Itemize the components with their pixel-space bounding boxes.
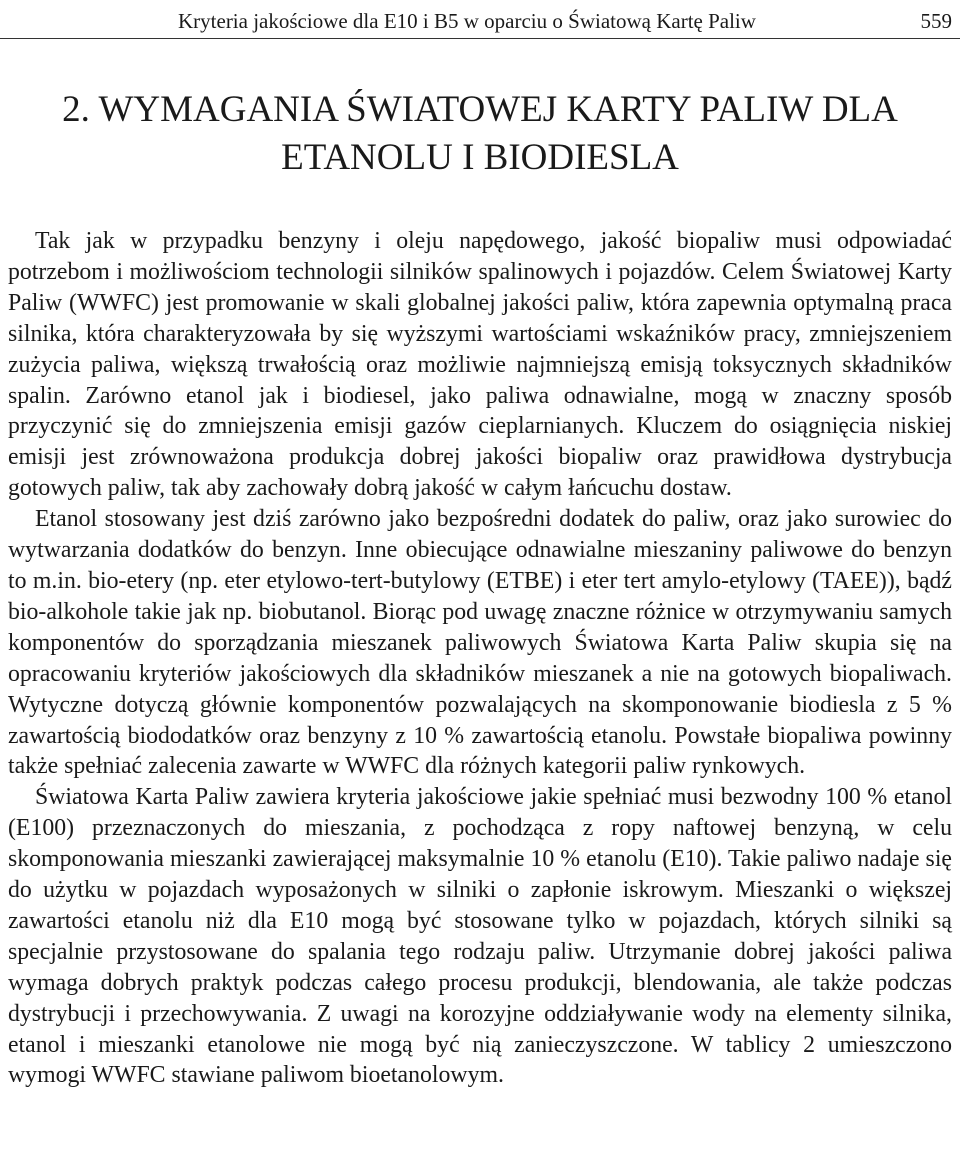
paragraph-3: Światowa Karta Paliw zawiera kryteria jakościowe jakie spełniać musi bezwodny 100 % etanol (E100) przeznaczonych do mieszania, z pochodząca z ropy naftowej benzyną, w celu skomponowania mieszanki zawierającej maksymalnie 10 % etanolu (E10). Takie paliwo nadaje się do użytku w pojazdach wyposażonych w silniki o zapłonie iskrowym. Mieszanki o większej zawartości etanolu niż dla E10 mogą być stosowane tylko w pojazdach, których silniki są specjalnie przystosowane do spalania tego rodzaju paliw. Utrzymanie dobrej jakości paliwa wymaga dobrych praktyk podczas całego procesu produkcji, blendowania, ale także podczas dystrybucji i przechowywania. Z uwagi na korozyjne oddziaływanie wody na elementy silnika, etanol i mieszanki etanolowe nie mogą być nią zanieczyszczone. W tablicy 2 umieszczono wymogi WWFC stawiane paliwom bioetanolowym. (8, 784, 952, 1089)
section-title: 2. WYMAGANIA ŚWIATOWEJ KARTY PALIW DLA ETANOLU I BIODIESLA (62, 89, 898, 178)
paragraph-2: Etanol stosowany jest dziś zarówno jako bezpośredni dodatek do paliw, oraz jako surowiec do wytwarzania dodatków do benzyn. Inne obiecujące odnawialne mieszaniny paliwowe do benzyn to m.in. bio-etery (np. eter etylowo-tert-butylowy (ETBE) i eter tert amylo-etylowy (TAEE)), bądź bio-alkohole takie jak np. biobutanol. Biorąc pod uwagę znaczne różnice w otrzymywaniu samych komponentów do sporządzania mieszanek paliwowych Światowa Karta Paliw skupia się na opracowaniu kryteriów jakościowych dla składników mieszanek a nie na gotowych biopaliwach. Wytyczne dotyczą głównie komponentów pozwalających na skomponowanie biodiesla z 5 % zawartością biododatków oraz benzyny z 10 % zawartością etanolu. Powstałe biopaliwa powinny także spełniać zalecenia zawarte w WWFC dla różnych kategorii paliw rynkowych. (8, 506, 952, 780)
running-header (0, 6, 960, 36)
paragraph-1: Tak jak w przypadku benzyny i oleju napędowego, jakość biopaliw musi odpowiadać potrzebom i możliwościom technologii silników spalinowych i pojazdów. Celem Światowej Karty Paliw (WWFC) jest promowanie w skali globalnej jakości paliw, która zapewnia optymalną praca silnika, która charakteryzowała by się wyższymi wartościami wskaźników pracy, zmniejszeniem zużycia paliwa, większą trwałością oraz możliwie najmniejszą emisją toksycznych składników spalin. Zarówno etanol jak i biodiesel, jako paliwa odnawialne, mogą w znaczny sposób przyczynić się do zmniejszenia emisji gazów cieplarnianych. Kluczem do osiągnięcia niskiej emisji jest zrównoważona produkcja dobrej jakości biopaliw oraz prawidłowa dystrybucja gotowych paliw, tak aby zachowały dobrą jakość w całym łańcuchu dostaw. (8, 228, 952, 502)
page-number: 559 (920, 9, 952, 33)
header-divider (0, 38, 960, 39)
running-header-title: Kryteria jakościowe dla E10 i B5 w oparciu o Światową Kartę Paliw (178, 9, 756, 33)
body-text (8, 226, 952, 1091)
